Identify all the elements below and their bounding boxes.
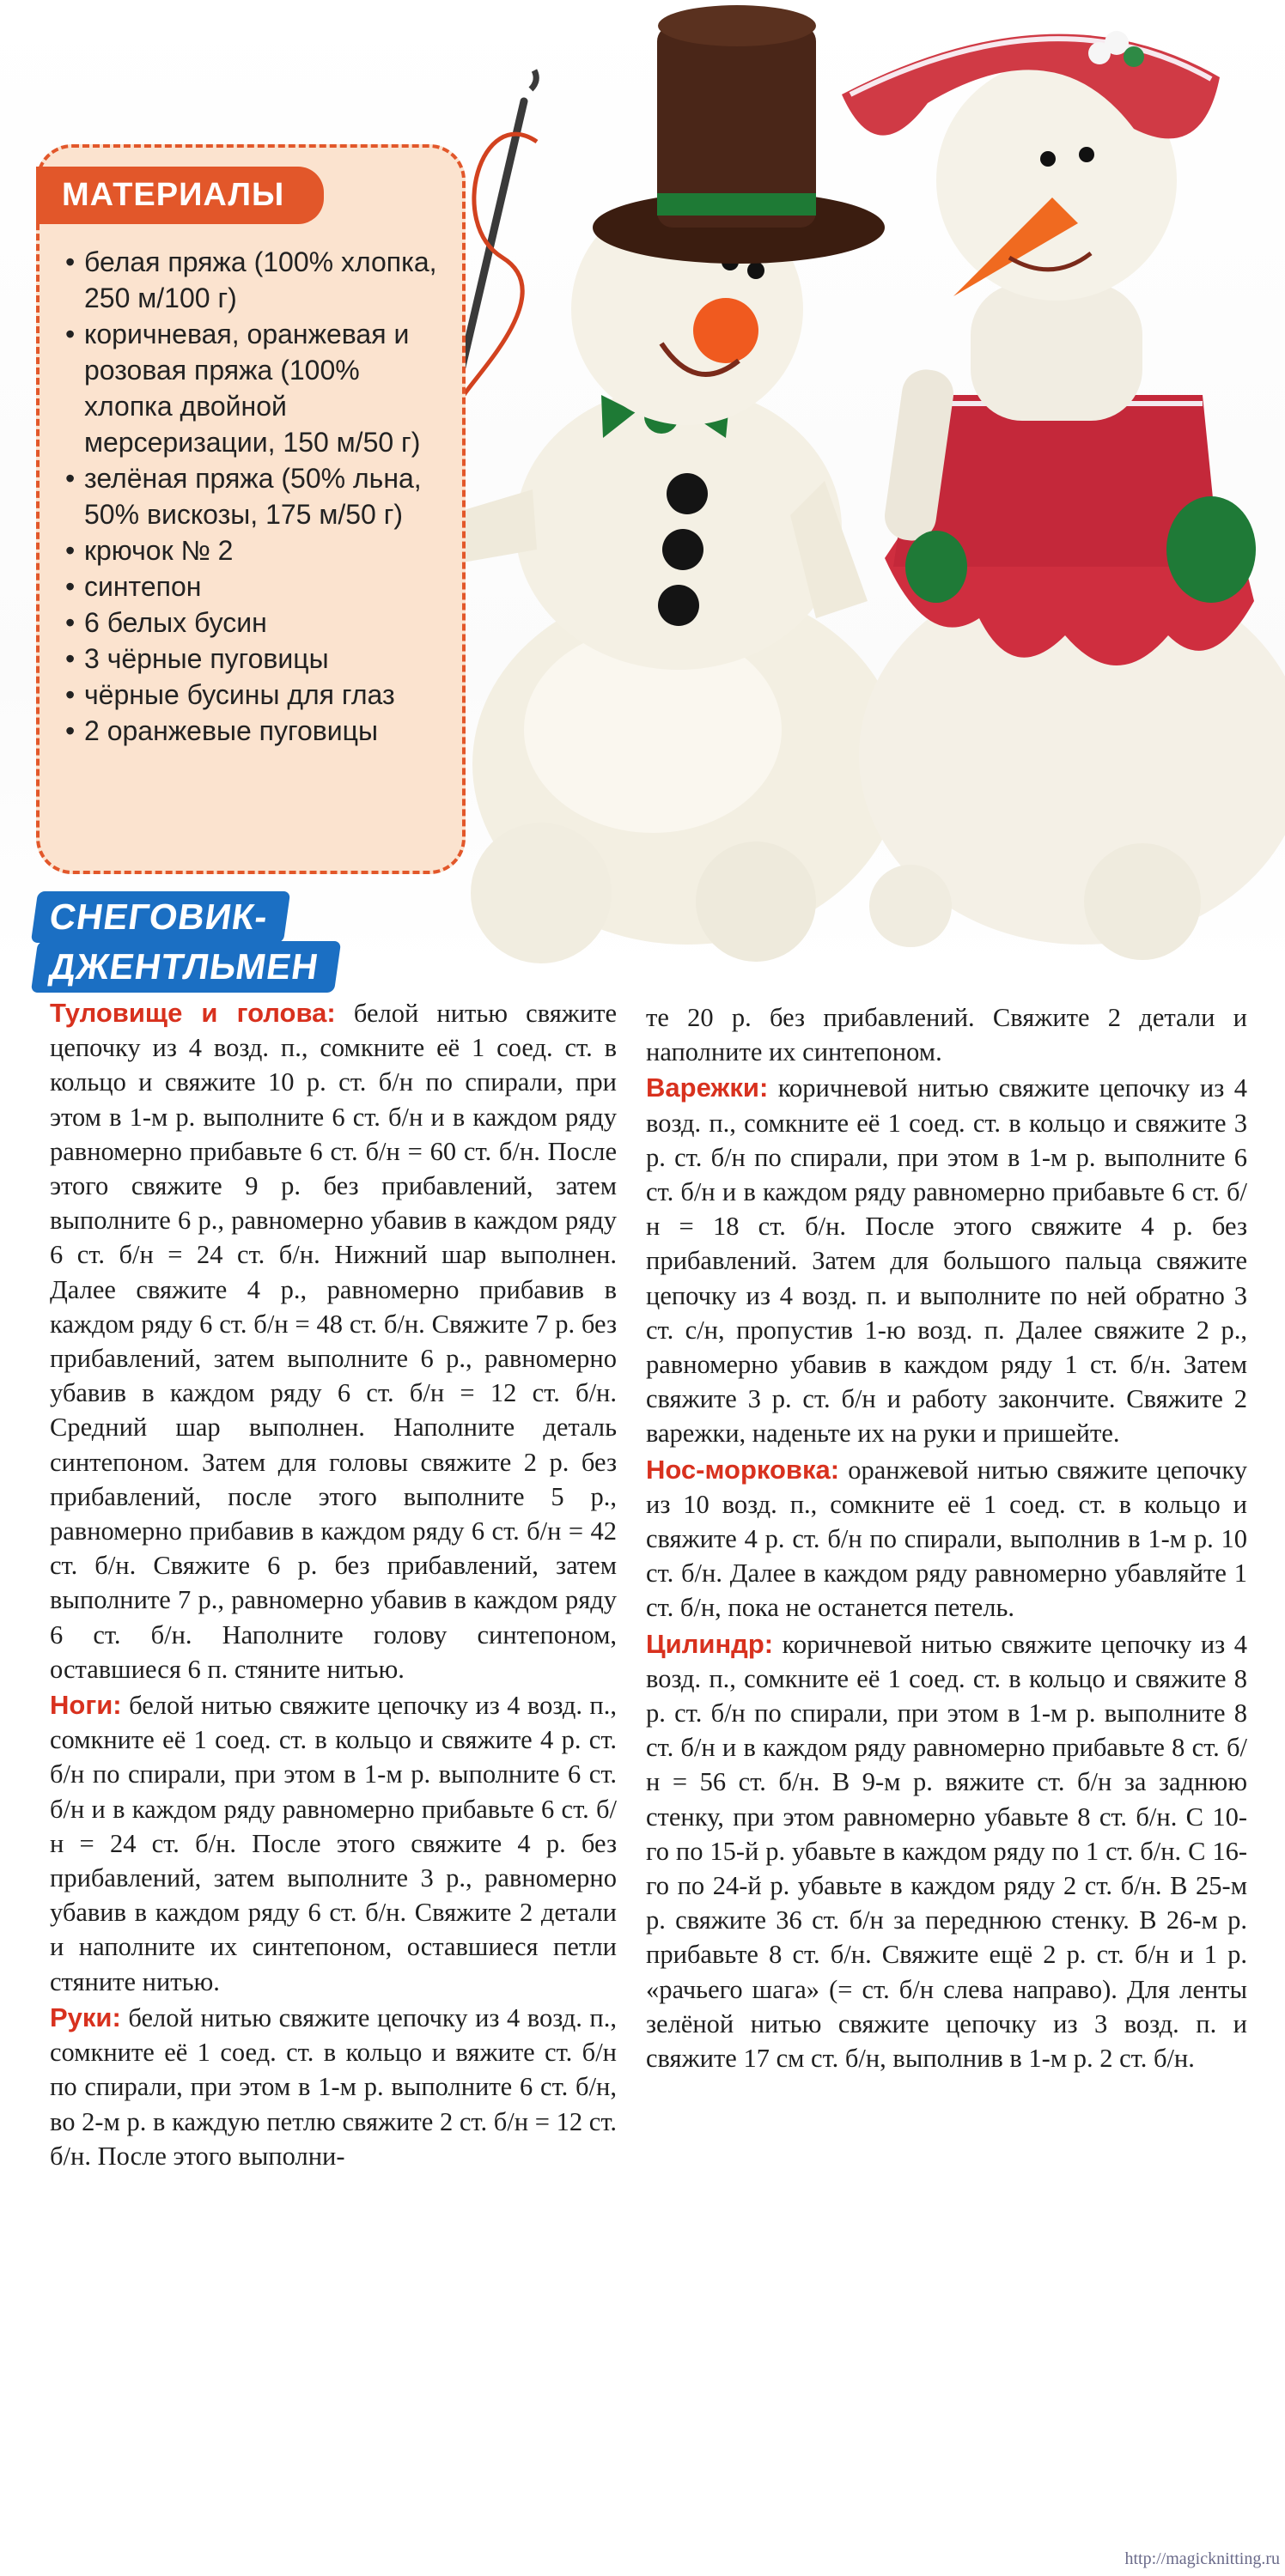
arms-heading: Руки: [50, 2002, 121, 2032]
materials-item: • коричневая, оранжевая и розовая пряжа (100% хлопка двойной мерсеризации, 150 м/50 г) [65, 316, 447, 460]
legs-text: белой нитью свяжите цепочку из 4 возд. п., сомкните её 1 соед. ст. в кольцо и свяжите 4 р. ст. б/н по спирали, при этом в 1-м р. выполните 6 ст. б/н и в каждом ряду равномерно прибавьте 6 ст. б/н = 24 ст. б/н. После этого свяжите 4 р. без прибавлений, затем выполните 3 р., равномерно убавив в каждом ряду 6 ст. б/н. Свяжите 2 детали и наполните их синтепоном, оставшиеся петли стяните нитью. [50, 1691, 618, 1996]
lady-snowman [842, 31, 1285, 960]
arms-text: белой нитью свяжите цепочку из 4 возд. п., сомкните её 1 соед. ст. в кольцо и вяжите ст. б/н по спирали, при этом в 1-м р. выполните 6 ст. б/н, во 2-м р. в каждую петлю свяжите 2 ст. б/н = 12 ст. б/н. После этого выполни- [50, 2002, 617, 2171]
materials-item: • чёрные бусины для глаз [65, 677, 447, 713]
torso-heading: Туловище и голова: [50, 998, 336, 1028]
legs-paragraph [50, 1688, 617, 1999]
arms-continuation: те 20 р. без прибавлений. Свяжите 2 детали и наполните их синтепоном. [646, 1003, 1247, 1067]
hat-text: коричневой нитью свяжите цепочку из 4 возд. п., сомкните её 1 соед. ст. в кольцо и свяжите 8 р. ст. б/н по спирали, при этом в 1-м р. выполните 8 ст. б/н и в каждом ряду равномерно прибавьте 8 ст. б/н = 56 ст. б/н. В 9-м р. вяжите ст. б/н за заднюю стенку, при этом равномерно убавьте 8 ст. б/н. С 10-го по 15-й р. убавьте в каждом ряду по 1 ст. б/н. С 16-го по 24-й р. убавьте в каждом ряду 2 ст. б/н. В 25-м р. свяжите 36 ст. б/н за переднюю стенку. В 26-м р. прибавьте 8 ст. б/н. Свяжите ещё 2 р. ст. б/н и 1 р. «рачьего шага» (= ст. б/н слева направо). Для ленты зелёной нитью свяжите цепочку из 3 возд. п. и свяжите 17 см ст. б/н, выполнив в 1-м р. 2 ст. б/н. [646, 1629, 1247, 2074]
section-heading-line2: ДЖЕНТЛЬМЕН [31, 941, 341, 993]
crochet-hook-icon [454, 70, 537, 404]
torso-paragraph [50, 996, 617, 1686]
nose-heading: Нос-морковка: [646, 1454, 840, 1485]
section-heading [34, 891, 447, 1003]
hat-heading: Цилиндр: [646, 1628, 774, 1659]
materials-item: • 6 белых бусин [65, 605, 447, 641]
materials-item: • белая пряжа (100% хлопка, 250 м/100 г) [65, 244, 447, 316]
hat-paragraph [646, 1627, 1247, 2076]
left-column [50, 996, 617, 2175]
materials-title: МАТЕРИАЛЫ [36, 167, 324, 224]
materials-item: • синтепон [65, 568, 447, 605]
mittens-paragraph [646, 1071, 1247, 1450]
source-url[interactable]: http://magicknitting.ru [1124, 2549, 1280, 2568]
mittens-heading: Варежки: [646, 1072, 769, 1103]
materials-item: • крючок № 2 [65, 532, 447, 568]
materials-box [36, 144, 466, 874]
torso-text: белой нитью свяжите цепочку из 4 возд. п., сомкните её 1 соед. ст. в кольцо и свяжите 10 р. ст. б/н по спирали, при этом в 1-м р. выполните 6 ст. б/н и в каждом ряду равномерно прибавьте 6 ст. б/н = 60 ст. б/н. После этого свяжите 9 р. без прибавлений, затем выполните 6 р., равномерно убавив в каждом ряду 6 ст. б/н = 24 ст. б/н. Нижний шар выполнен. Далее свяжите 4 р., равномерно прибавив в каждом ряду 6 ст. б/н = 48 ст. б/н. Свяжите 7 р. без прибавлений, затем выполните 6 р., равномерно убавив в каждом ряду 6 ст. б/н = 12 ст. б/н. Средний шар выполнен. Наполните деталь синтепоном. Затем для головы свяжите 2 р. без прибавлений, после этого выполните 5 р., равномерно прибавив в каждом ряду 6 ст. б/н = 42 ст. б/н. Свяжите 6 р. без прибавлений, затем выполните 7 р., равномерно убавив в каждом ряду 6 ст. б/н. Наполните голову синтепоном, оставшиеся 6 п. стяните нитью. [50, 999, 618, 1684]
arms-paragraph [50, 2001, 617, 2173]
nose-paragraph [646, 1453, 1247, 1625]
section-heading-line1: СНЕГОВИК- [31, 891, 290, 943]
materials-item: • 2 оранжевые пуговицы [65, 713, 447, 749]
materials-list [65, 244, 447, 749]
materials-item: • зелёная пряжа (50% льна, 50% вискозы, 175 м/50 г) [65, 460, 447, 532]
materials-item: • 3 чёрные пуговицы [65, 641, 447, 677]
legs-heading: Ноги: [50, 1690, 122, 1721]
mittens-text: коричневой нитью свяжите цепочку из 4 возд. п., сомкните её 1 соед. ст. в кольцо и свяжите 3 р. ст. б/н по спирали, при этом в 1-м р. выполните 6 ст. б/н и в каждом ряду равномерно прибавьте 6 ст. б/н = 18 ст. б/н. После этого свяжите 4 р. без прибавлений. Затем для большого пальца свяжите цепочку из 4 возд. п. и выполните по ней обратно 3 ст. с/н, пропустив 1-ю возд. п. Далее свяжите 2 р., равномерно убавив в каждом ряду 1 ст. б/н. Затем свяжите 3 р. ст. б/н и работу закончите. Свяжите 2 варежки, наденьте их на руки и пришейте. [646, 1073, 1248, 1449]
right-column [646, 1000, 1247, 2077]
nose-text: оранжевой нитью свяжите цепочку из 10 возд. п., сомкните её 1 соед. ст. в кольцо и свяжите 4 р. ст. б/н по спирали, выполнив в 1-м р. 10 ст. б/н. Далее в каждом ряду равномерно убавляйте 1 ст. б/н, пока не останется петель. [646, 1455, 1247, 1623]
